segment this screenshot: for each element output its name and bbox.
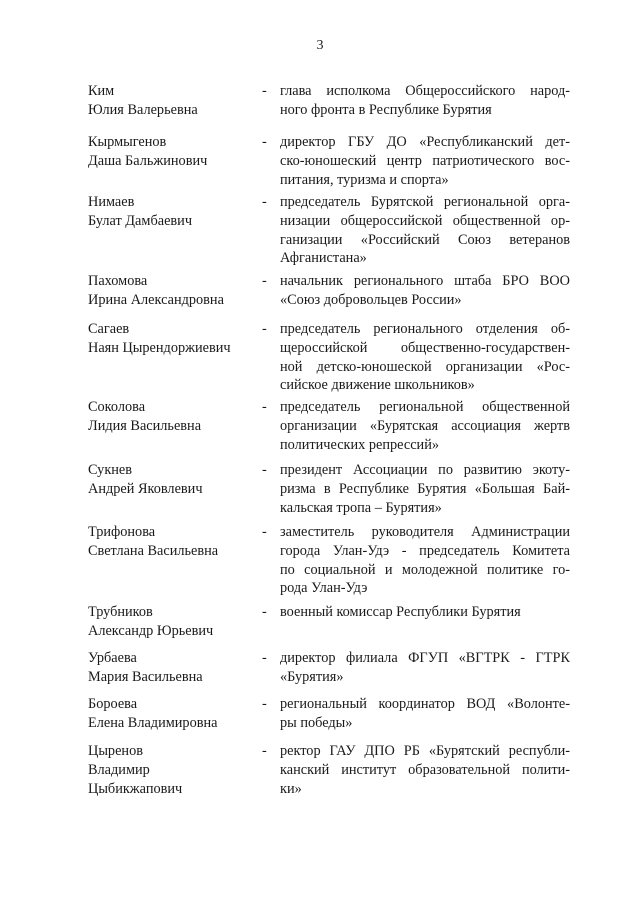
member-name-line: Светлана Васильевна xyxy=(88,542,219,559)
member-name-line: Даша Бальжинович xyxy=(88,152,208,169)
member-role-line: председатель регионального отделения об- xyxy=(280,321,570,337)
separator-dash: - xyxy=(262,321,267,337)
member-name xyxy=(88,461,262,499)
member-name-line: Цыренов xyxy=(88,743,143,759)
list-item xyxy=(88,461,570,517)
member-role-line: ки» xyxy=(280,780,302,797)
separator-dash: - xyxy=(262,273,267,289)
member-role-line: директор ГБУ ДО «Республиканский дет- xyxy=(280,134,570,150)
member-name-line: Пахомова xyxy=(88,273,148,289)
member-role-line: ры победы» xyxy=(280,714,353,731)
member-role xyxy=(280,133,570,189)
member-role xyxy=(280,523,570,598)
member-name-line: Лидия Васильевна xyxy=(88,417,202,434)
member-name-line: Трифонова xyxy=(88,524,156,540)
list-item xyxy=(88,272,570,310)
member-name-line: Цыбикжапович xyxy=(88,780,183,797)
member-role-line: ректор ГАУ ДПО РБ «Бурятский республи- xyxy=(280,743,570,759)
member-name-line: Ким xyxy=(88,83,115,99)
member-role-line: ной детско-юношеской организации «Рос- xyxy=(280,358,570,375)
member-role-line: ганизации «Российский Союз ветеранов xyxy=(280,231,570,248)
member-role-line: «Бурятия» xyxy=(280,668,344,685)
separator-dash: - xyxy=(262,524,267,540)
member-role-line: низации общероссийской общественной ор- xyxy=(280,212,570,229)
member-role-line: начальник регионального штаба БРО ВОО xyxy=(280,273,570,289)
member-role xyxy=(280,695,570,733)
member-role xyxy=(280,603,570,622)
member-role-line: Афганистана» xyxy=(280,250,367,267)
member-name-line: Елена Владимировна xyxy=(88,714,218,731)
member-role-line: «Союз добровольцев России» xyxy=(280,291,462,308)
member-role xyxy=(280,649,570,687)
member-role xyxy=(280,193,570,268)
member-name-line: Ирина Александровна xyxy=(88,291,224,308)
member-name-line: Урбаева xyxy=(88,650,137,666)
member-role-line: канский институт образовательной полити- xyxy=(280,761,570,778)
list-item xyxy=(88,695,570,733)
list-item xyxy=(88,133,570,189)
member-role-line: председатель Бурятской региональной орга- xyxy=(280,194,570,210)
member-role-line: президент Ассоциации по развитию экоту- xyxy=(280,462,570,478)
list-item xyxy=(88,193,570,268)
member-name-line: Нимаев xyxy=(88,194,135,210)
list-item xyxy=(88,398,570,454)
list-item xyxy=(88,649,570,687)
member-name-line: Александр Юрьевич xyxy=(88,622,214,639)
member-role xyxy=(280,742,570,798)
separator-dash: - xyxy=(262,399,267,415)
member-name-line: Мария Васильевна xyxy=(88,668,203,685)
separator-dash: - xyxy=(262,650,267,666)
member-name-line: Сагаев xyxy=(88,321,130,337)
member-role-line: региональный координатор ВОД «Волонте- xyxy=(280,696,570,712)
member-role-line: политических репрессий» xyxy=(280,436,439,453)
member-name xyxy=(88,603,262,641)
member-name xyxy=(88,193,262,231)
separator-dash: - xyxy=(262,194,267,210)
member-name-line: Юлия Валерьевна xyxy=(88,101,198,118)
member-role-line: рода Улан-Удэ xyxy=(280,580,368,597)
member-name xyxy=(88,272,262,310)
member-role-line: председатель региональной общественной xyxy=(280,399,570,415)
separator-dash: - xyxy=(262,743,267,759)
member-role-line: глава исполкома Общероссийского народ- xyxy=(280,83,570,99)
member-role xyxy=(280,272,570,310)
list-item xyxy=(88,320,570,395)
separator-dash: - xyxy=(262,462,267,478)
member-name-line: Кырмыгенов xyxy=(88,134,167,150)
separator-dash: - xyxy=(262,604,267,620)
member-name-line: Бороева xyxy=(88,696,138,712)
member-name xyxy=(88,398,262,436)
member-name-line: Соколова xyxy=(88,399,146,415)
member-role-line: щероссийской общественно-государствен- xyxy=(280,339,570,356)
member-role-line: сийское движение школьников» xyxy=(280,377,475,394)
member-role-line: заместитель руководителя Администрации xyxy=(280,524,570,540)
member-role xyxy=(280,398,570,454)
separator-dash: - xyxy=(262,696,267,712)
member-role-line: кальская тропа – Бурятия» xyxy=(280,499,442,516)
member-name xyxy=(88,742,262,798)
member-name xyxy=(88,695,262,733)
member-role xyxy=(280,82,570,120)
member-name xyxy=(88,320,262,358)
member-role-line: ного фронта в Республике Бурятия xyxy=(280,101,492,118)
member-name xyxy=(88,133,262,171)
member-name-line: Трубников xyxy=(88,604,153,620)
member-role-line: ско-юношеский центр патриотического вос- xyxy=(280,152,570,169)
separator-dash: - xyxy=(262,83,267,99)
member-role-line: военный комиссар Республики Бурятия xyxy=(280,604,521,620)
member-name-line: Булат Дамбаевич xyxy=(88,212,193,229)
list-item xyxy=(88,82,570,120)
member-name xyxy=(88,649,262,687)
page-number: 3 xyxy=(316,38,324,53)
member-role-line: организации «Бурятская ассоциация жертв xyxy=(280,417,570,434)
member-role-line: ризма в Республике Бурятия «Большая Бай- xyxy=(280,480,570,497)
member-role-line: директор филиала ФГУП «ВГТРК - ГТРК xyxy=(280,650,570,666)
separator-dash: - xyxy=(262,134,267,150)
list-item xyxy=(88,742,570,798)
member-name-line: Андрей Яковлевич xyxy=(88,480,203,497)
member-role-line: питания, туризма и спорта» xyxy=(280,171,449,188)
member-role xyxy=(280,320,570,395)
member-name-line: Владимир xyxy=(88,761,150,778)
member-name-line: Наян Цырендоржиевич xyxy=(88,339,231,356)
member-role-line: по социальной и молодежной политике го- xyxy=(280,561,570,578)
list-item xyxy=(88,603,570,641)
member-role-line: города Улан-Удэ - председатель Комитета xyxy=(280,542,570,559)
member-name xyxy=(88,82,262,120)
member-name xyxy=(88,523,262,561)
member-name-line: Сукнев xyxy=(88,462,133,478)
list-item xyxy=(88,523,570,598)
member-role xyxy=(280,461,570,517)
